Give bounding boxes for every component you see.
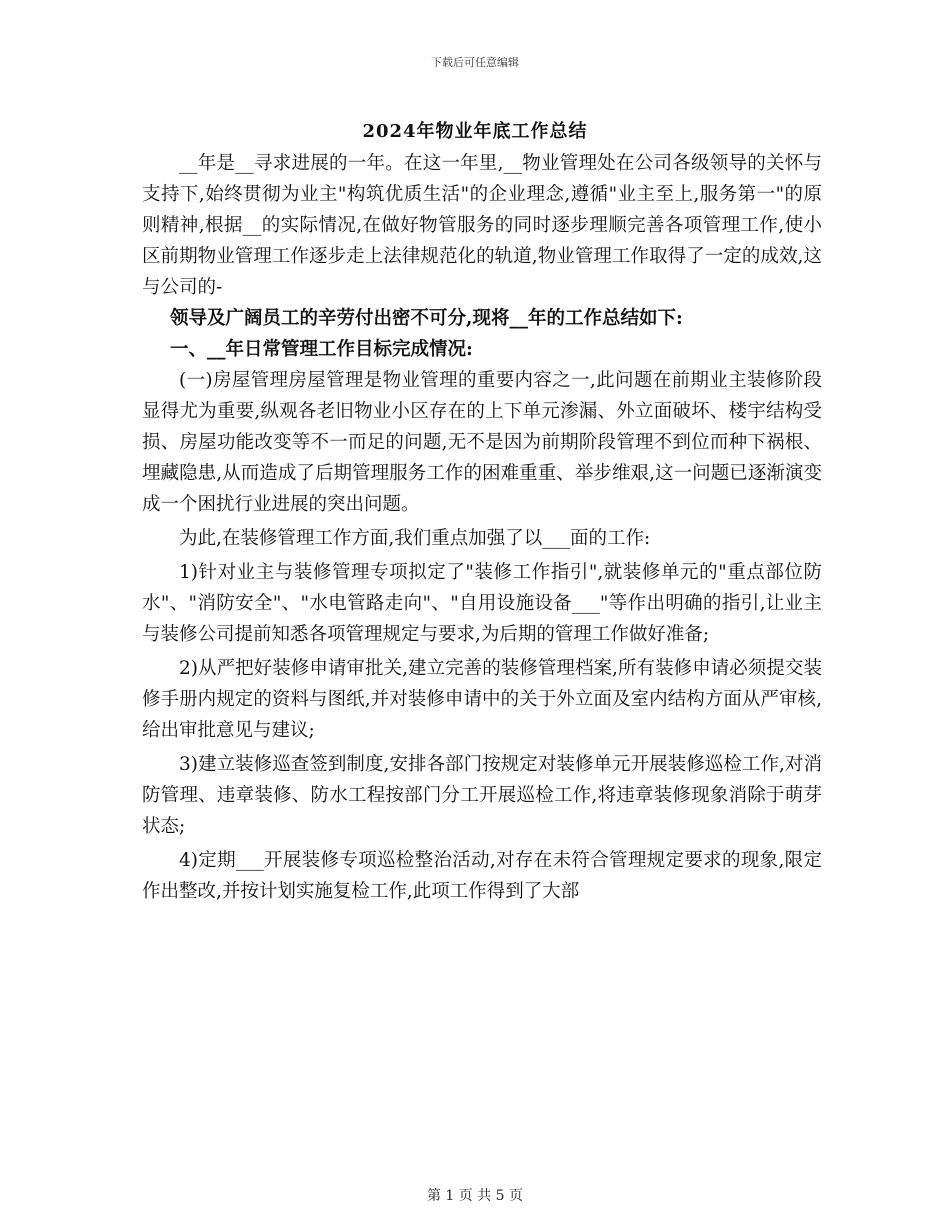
paragraph-intro-continuation: 领导及广阔员工的辛劳付出密不可分,现将__年的工作总结如下: bbox=[170, 308, 683, 329]
list-item-1: 1)针对业主与装修管理专项拟定了"装修工作指引",就装修单元的"重点部位防水"、"消防安全"、"水电管路走向"、"自用设施设备___"等作出明确的指引,让业主与装修公司提前知悉各项管理规定与要求,为后期的管理工作做好准备; bbox=[142, 562, 822, 645]
list-item-3: 3)建立装修巡查签到制度,安排各部门按规定对装修单元开展装修巡检工作,对消防管理、违章装修、防水工程按部门分工开展巡检工作,将违章装修现象消除于萌芽状态; bbox=[142, 754, 822, 837]
document-title: 2024年物业年底工作总结 bbox=[362, 121, 588, 142]
page-footer: 第 1 页 共 5 页 bbox=[426, 1188, 524, 1204]
section-heading-1: 一、__年日常管理工作目标完成情况: bbox=[170, 339, 473, 360]
header-note: 下载后可任意编辑 bbox=[431, 56, 519, 69]
paragraph-housing-management: (一)房屋管理房屋管理是物业管理的重要内容之一,此问题在前期业主装修阶段显得尤为重要,纵观各老旧物业小区存在的上下单元渗漏、外立面破坏、楼宇结构受损、房屋功能改变等不一而足的问题,无不是因为前期阶段管理不到位而种下祸根、埋藏隐患,从而造成了后期管理服务工作的困难重重、举步维艰,这一问题已逐渐演变成一个困扰行业进展的突出问题。 bbox=[142, 370, 822, 515]
document-body bbox=[142, 148, 822, 907]
paragraph-intro: __年是__寻求进展的一年。在这一年里,__物业管理处在公司各级领导的关怀与支持下,始终贯彻为业主"构筑优质生活"的企业理念,遵循"业主至上,服务第一"的原则精神,根据__的实际情况,在做好物管服务的同时逐步理顺完善各项管理工作,使小区前期物业管理工作逐步走上法律规范化的轨道,物业管理工作取得了一定的成效,这与公司的- bbox=[142, 153, 822, 298]
list-item-2: 2)从严把好装修申请审批关,建立完善的装修管理档案,所有装修申请必须提交装修手册内规定的资料与图纸,并对装修申请中的关于外立面及室内结构方面从严审核,给出审批意见与建议; bbox=[142, 658, 822, 741]
paragraph-decoration-intro: 为此,在装修管理工作方面,我们重点加强了以___面的工作: bbox=[179, 528, 651, 549]
list-item-4: 4)定期___开展装修专项巡检整治活动,对存在未符合管理规定要求的现象,限定作出整改,并按计划实施复检工作,此项工作得到了大部 bbox=[142, 850, 822, 902]
